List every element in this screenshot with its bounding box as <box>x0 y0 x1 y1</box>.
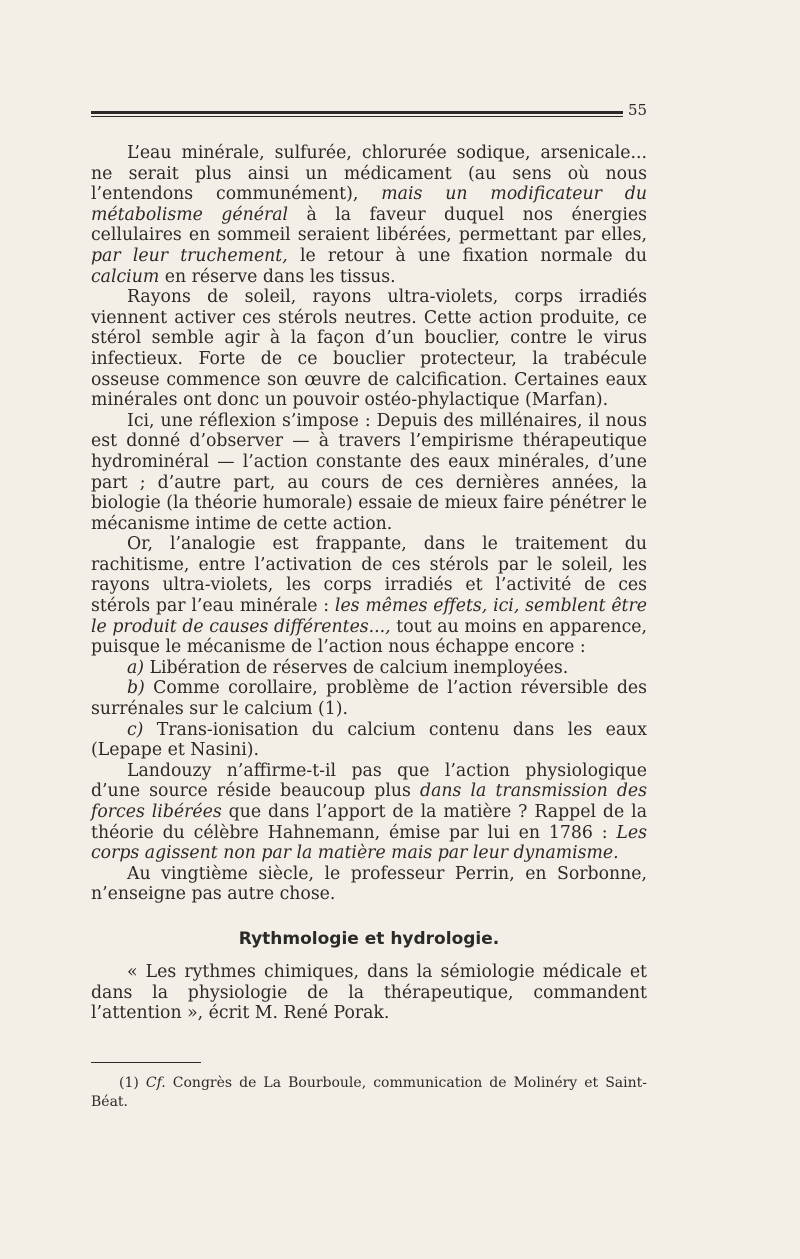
footnote-marker: (1) <box>119 1075 139 1091</box>
section-text <box>91 962 647 1024</box>
italic-run: les mêmes effets, ici, semblent être le produit de causes différentes..., <box>91 596 647 637</box>
footnote <box>91 1074 647 1112</box>
footnote-text <box>91 1074 647 1112</box>
text-run: L’eau minérale, sulfurée, chlorurée sodique, arsenicale... ne serait plus ainsi un médicament (au sens où nous l’entendons communément), <box>91 143 647 205</box>
text-run: que dans l’apport de la matière ? Rappel de la théorie du célèbre Hahnemann, émise par lui en 1786 : <box>91 802 647 843</box>
main-text <box>91 143 647 905</box>
paragraph-analogy <box>91 534 647 658</box>
paragraph-reflection: Ici, une réflexion s’impose : Depuis des millénaires, il nous est donné d’observer — à travers l’empirisme thérapeutique hydrominéral — l’action constante des eaux minérales, d’une part ; d’autre part, au cours de ces dernières années, la biologie (la théorie humorale) essaie de mieux faire pénétrer le mécanisme intime de cette action. <box>91 410 647 534</box>
text-run: en réserve dans les tissus. <box>159 266 396 287</box>
text-run: Libération de réserves de calcium inemployées. <box>144 657 569 678</box>
italic-run: Les corps agissent non par la matière mais par leur dynamisme. <box>91 822 647 864</box>
italic-run: Cf. <box>145 1075 166 1091</box>
paragraph-perrin: Au vingtième siècle, le professeur Perrin, en Sorbonne, n’enseigne pas autre chose. <box>91 863 647 905</box>
text-run: Trans-ionisation du calcium contenu dans les eaux (Lepape et Nasini). <box>91 719 647 761</box>
footnote-rule <box>91 1062 201 1063</box>
italic-run: calcium <box>91 266 160 287</box>
header-rule-thick <box>91 111 623 114</box>
text-run: Or, l’analogie est frappante, dans le traitement du rachitisme, entre l’activation de ces stérols par le soleil, les rayons ultra-violets, les corps irradiés et l’activité de ces stérols par l’eau minérale : <box>91 534 647 617</box>
text-run: à la faveur duquel nos énergies cellulaires en sommeil seraient libérées, permettant par elles, <box>91 204 647 246</box>
paragraph-landouzy <box>91 761 647 864</box>
list-item-c <box>91 720 647 761</box>
list-item-b <box>91 678 647 719</box>
text-run: Comme corollaire, problème de l’action réversible des surrénales sur le calcium (1). <box>91 678 647 720</box>
italic-run: mais un modificateur du métabolisme général <box>91 184 647 225</box>
header-rule-thin <box>91 116 623 117</box>
italic-run: dans la transmission des forces libérées <box>91 781 647 822</box>
list-marker: a) <box>127 657 145 678</box>
list-marker: b) <box>127 678 145 699</box>
page-number: 55 <box>628 101 648 119</box>
paragraph-sun-rays: Rayons de soleil, rayons ultra-violets, corps irradiés viennent activer ces stérols neutres. Cette action produite, ce stérol semble agir à la façon d’un bouclier, contre le virus infectieux. Forte de ce bouclier protecteur, la trabécule osseuse commence son œuvre de calcification. Certaines eaux minérales ont donc un pouvoir ostéo-phylactique (Marfan). <box>91 287 647 411</box>
section-heading: Rythmologie et hydrologie. <box>238 929 500 949</box>
list-item-a <box>91 658 647 679</box>
text-run: tout au moins en apparence, puisque le mécanisme de l’action nous échappe encore : <box>91 616 647 658</box>
paragraph-rythmes: « Les rythmes chimiques, dans la sémiologie médicale et dans la physiologie de la thérapeutique, commandent l’attention », écrit M. René Porak. <box>91 962 647 1024</box>
text-run: Congrès de La Bourboule, communication de Molinéry et Saint-Béat. <box>91 1075 647 1110</box>
list-marker: c) <box>127 719 144 740</box>
text-run: Landouzy n’affirme-t-il pas que l’action physiologique d’une source réside beaucoup plus <box>91 760 647 802</box>
italic-run: par leur truchement, <box>91 245 288 266</box>
paragraph-mineral-water <box>91 143 647 287</box>
header-rule <box>91 111 623 118</box>
text-run: le retour à une fixation normale du <box>287 245 647 266</box>
